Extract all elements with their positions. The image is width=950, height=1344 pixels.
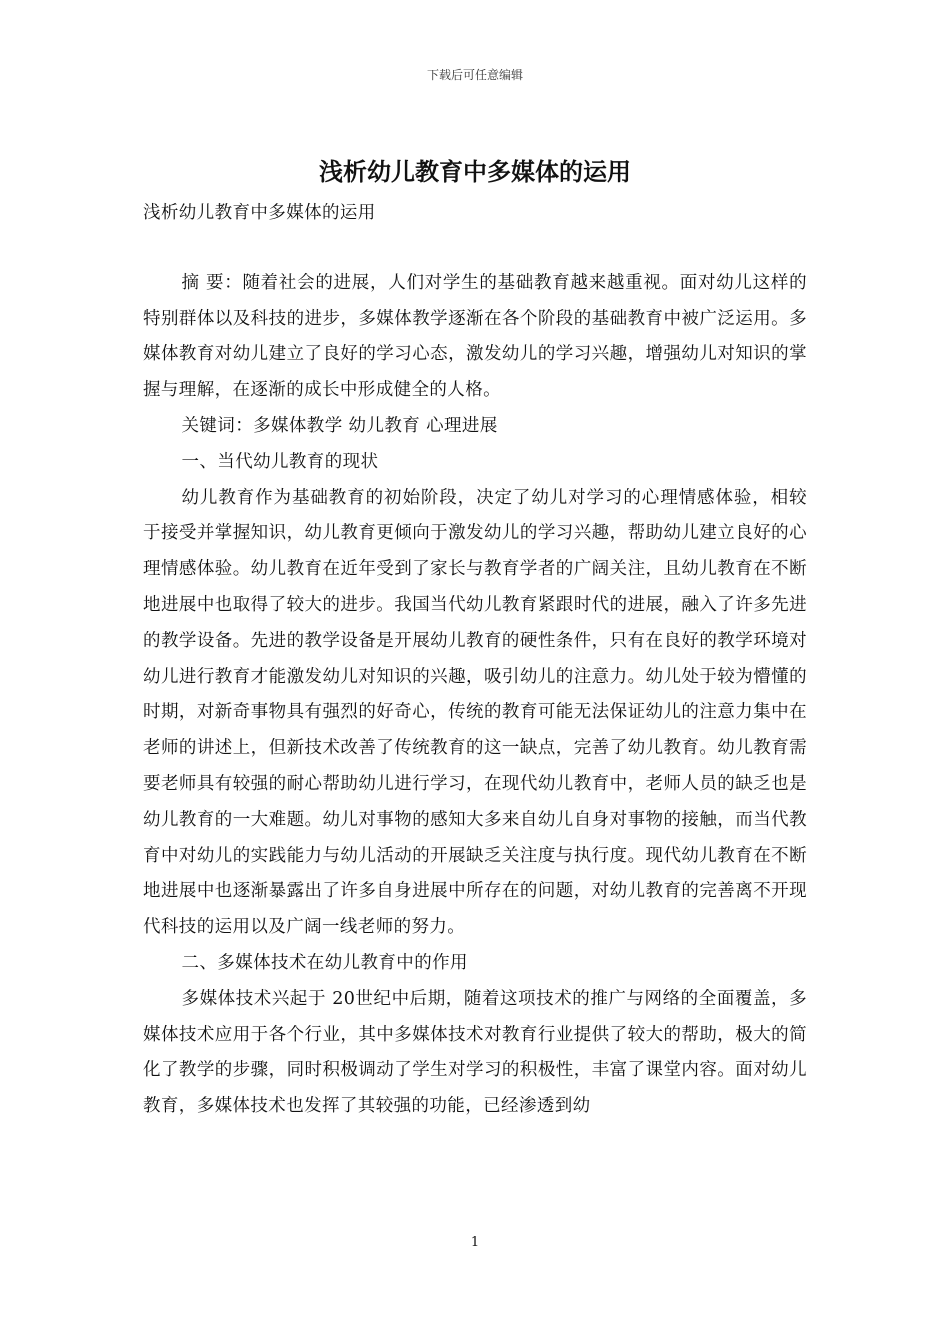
section-heading-1: 一、当代幼儿教育的现状 bbox=[181, 451, 379, 472]
document-subtitle: 浅析幼儿教育中多媒体的运用 bbox=[143, 203, 376, 223]
header-note: 下载后可任意编辑 bbox=[426, 68, 523, 82]
page-number: 1 bbox=[470, 1235, 480, 1250]
section-heading-2: 二、多媒体技术在幼儿教育中的作用 bbox=[181, 952, 468, 973]
keywords-line: 关键词：多媒体教学 幼儿教育 心理进展 bbox=[181, 415, 498, 436]
section-paragraph-2: 多媒体技术兴起于 20世纪中后期，随着这项技术的推广与网络的全面覆盖，多媒体技术应用于各个行业，其中多媒体技术对教育行业提供了较大的帮助，极大的简化了教学的步骤，同时积极调动了学生对学习的积极性，丰富了课堂内容。面对幼儿教育，多媒体技术也发挥了其较强的功能，已经渗透到幼 bbox=[143, 988, 807, 1117]
document-body bbox=[143, 196, 807, 1125]
document-title: 浅析幼儿教育中多媒体的运用 bbox=[319, 158, 631, 186]
section-paragraph-1: 幼儿教育作为基础教育的初始阶段，决定了幼儿对学习的心理情感体验，相较于接受并掌握知识，幼儿教育更倾向于激发幼儿的学习兴趣，帮助幼儿建立良好的心理情感体验。幼儿教育在近年受到了家长与教育学者的广阔关注，且幼儿教育在不断地进展中也取得了较大的进步。我国当代幼儿教育紧跟时代的进展，融入了许多先进的教学设备。先进的教学设备是开展幼儿教育的硬性条件，只有在良好的教学环境对幼儿进行教育才能激发幼儿对知识的兴趣，吸引幼儿的注意力。幼儿处于较为懵懂的时期，对新奇事物具有强烈的好奇心，传统的教育可能无法保证幼儿的注意力集中在老师的讲述上，但新技术改善了传统教育的这一缺点，完善了幼儿教育。幼儿教育需要老师具有较强的耐心帮助幼儿进行学习，在现代幼儿教育中，老师人员的缺乏也是幼儿教育的一大难题。幼儿对事物的感知大多来自幼儿自身对事物的接触，而当代教育中对幼儿的实践能力与幼儿活动的开展缺乏关注度与执行度。现代幼儿教育在不断地进展中也逐渐暴露出了许多自身进展中所存在的问题，对幼儿教育的完善离不开现代科技的运用以及广阔一线老师的努力。 bbox=[143, 487, 807, 938]
abstract-paragraph: 摘 要：随着社会的进展，人们对学生的基础教育越来越重视。面对幼儿这样的特别群体以及科技的进步，多媒体教学逐渐在各个阶段的基础教育中被广泛运用。多媒体教育对幼儿建立了良好的学习心态，激发幼儿的学习兴趣，增强幼儿对知识的掌握与理解，在逐渐的成长中形成健全的人格。 bbox=[143, 272, 807, 401]
